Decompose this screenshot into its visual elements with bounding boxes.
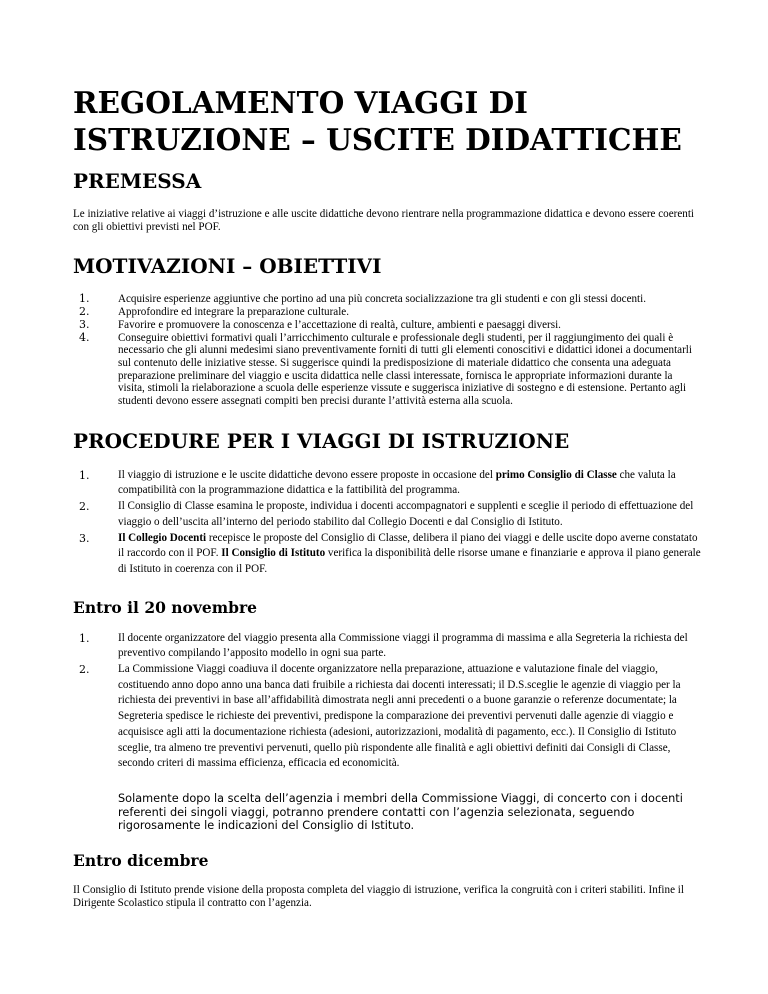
- list-item: [73, 306, 701, 319]
- list-item-text: Acquisire esperienze aggiuntive che portino ad una più concreta socializzazione tra gli studenti e con gli stessi docenti.: [118, 293, 646, 306]
- list-item: [73, 319, 701, 332]
- agency-note: Solamente dopo la scelta dell’agenzia i membri della Commissione Viaggi, di concerto con i docenti referenti dei singoli viaggi, potranno prendere contatti con l’agenzia selezionata, seguendo rigorosamente le indicazioni del Consiglio di Istituto.: [118, 791, 683, 833]
- list-item: [73, 499, 701, 530]
- list-number: 4.: [79, 330, 90, 344]
- dicembre-text: Il Consiglio di Istituto prende visione della proposta completa del viaggio di istruzione, verifica la congruità con i criteri stabiliti. Infine il Dirigente Scolastico stipula il contratto con l’agenzia.: [73, 884, 684, 909]
- dicembre-heading: Entro dicembre: [73, 851, 209, 871]
- list-item: [73, 293, 701, 306]
- bold-term: Il Collegio Docenti: [118, 531, 207, 544]
- document-page: [73, 84, 701, 910]
- section-premessa: [73, 168, 701, 233]
- list-item-text: Il Consiglio di Classe esamina le proposte, individua i docenti accompagnatori e supplenti e sceglie il periodo di effettuazione del viaggio o dell’uscita all’interno del periodo stabilito dal Collegio Docenti e dal Consiglio di Istituto.: [118, 500, 694, 528]
- list-number: 1.: [79, 292, 90, 306]
- list-number: 2.: [79, 305, 90, 319]
- list-item: [73, 662, 701, 772]
- list-item-text: La Commissione Viaggi coadiuva il docente organizzatore nella preparazione, attuazione e valutazione finale del viaggio, costituendo anno dopo anno una banca dati fruibile a richiesta dai docenti interessati; il D.S.sceglie le agenzie di viaggio per la richiesta dei preventivi in base all’affidabilità dimostrata negli anni precedenti o a buone garanzie o referenze documentate; la Segreteria spedisce le richieste dei preventivi, predispone la comparazione dei preventivi pervenuti dalle agenzie di viaggio e acquisisce agli atti la documentazione richiesta (adesioni, autorizzazioni, modalità di pagamento, ecc.). Il Consiglio di Istituto sceglie, tra almeno tre preventivi pervenuti, quello più rispondente alle finalità e agli obiettivi definiti dai Consigli di Classe, secondo criteri di massima efficienza, efficacia ed economicità.: [118, 663, 681, 770]
- list-number: 3.: [79, 531, 90, 545]
- list-number: 3.: [79, 317, 90, 331]
- list-number: 1.: [79, 468, 90, 482]
- list-item: [73, 468, 701, 499]
- bold-term: Il Consiglio di Istituto: [221, 547, 326, 560]
- section-dicembre: [73, 851, 701, 909]
- list-number: 1.: [79, 631, 90, 645]
- list-item: [73, 531, 701, 578]
- title-line-2: ISTRUZIONE – USCITE DIDATTICHE: [73, 122, 682, 157]
- premessa-heading: PREMESSA: [73, 169, 202, 193]
- list-item-text: Favorire e promuovere la conoscenza e l’accettazione di realtà, culture, ambienti e paesaggi diversi.: [118, 318, 561, 331]
- motivazioni-list: [73, 293, 701, 407]
- list-number: 2.: [79, 663, 90, 677]
- list-item-text: Approfondire ed integrare la preparazione culturale.: [118, 306, 350, 319]
- premessa-text: Le iniziative relative ai viaggi d’istruzione e alle uscite didattiche devono rientrare nella programmazione didattica e devono essere coerenti con gli obiettivi previsti nel POF.: [73, 208, 694, 233]
- list-item-text: Il viaggio di istruzione e le uscite didattiche devono essere proposte in occasione del: [118, 468, 496, 481]
- procedure-heading: PROCEDURE PER I VIAGGI DI ISTRUZIONE: [73, 428, 570, 453]
- list-item: [73, 631, 701, 662]
- procedure-list: [73, 468, 701, 578]
- list-item-text: Conseguire obiettivi formativi quali l’arricchimento culturale e professionale degli studenti, per il raggiungimento dei quali è necessario che gli alunni medesimi siano preventivamente forniti di tutti gli elementi conoscitivi e didattici idonei a documentarli sul contenuto delle iniziative stesse. Si suggerisce quindi la predisposizione di materiale didattico che consenta una adeguata preparazione preliminare del viaggio e uscita didattica nelle classi interessate, fornisca le appropriate informazioni durante la visita, stimoli la rielaborazione a scuola delle esperienze vissute e suggerisca iniziative di sostegno e di estensione. Pertanto agli studenti devono essere assegnati compiti ben precisi durante l’attività esterna alla scuola.: [118, 331, 692, 408]
- section-procedure: [73, 428, 701, 578]
- list-number: 2.: [79, 500, 90, 514]
- section-novembre: [73, 598, 701, 833]
- bold-term: primo Consiglio di Classe: [495, 468, 617, 481]
- section-motivazioni: [73, 253, 701, 407]
- list-item-text: recepisce le proposte del Consiglio di Classe, delibera il piano dei viaggi e delle uscite dopo averne constatato il raccordo con il POF.: [118, 531, 698, 560]
- novembre-heading: Entro il 20 novembre: [73, 597, 258, 617]
- title-line-1: REGOLAMENTO VIAGGI DI: [73, 85, 528, 120]
- document-title: [73, 84, 701, 158]
- motivazioni-heading: MOTIVAZIONI – OBIETTIVI: [73, 254, 382, 279]
- list-item-text: Il docente organizzatore del viaggio presenta alla Commissione viaggi il programma di massima e alla Segreteria la richiesta del preventivo compilando l’apposito modello in ogni sua parte.: [118, 631, 688, 660]
- list-item-text: verifica la disponibilità delle risorse umane e finanziarie e approva il piano generale di Istituto in coerenza con il POF.: [118, 547, 701, 575]
- list-item: [73, 332, 701, 408]
- list-item-text: che valuta la compatibilità con la programmazione didattica e la fattibilità del programma.: [118, 468, 676, 497]
- novembre-list: [73, 631, 701, 772]
